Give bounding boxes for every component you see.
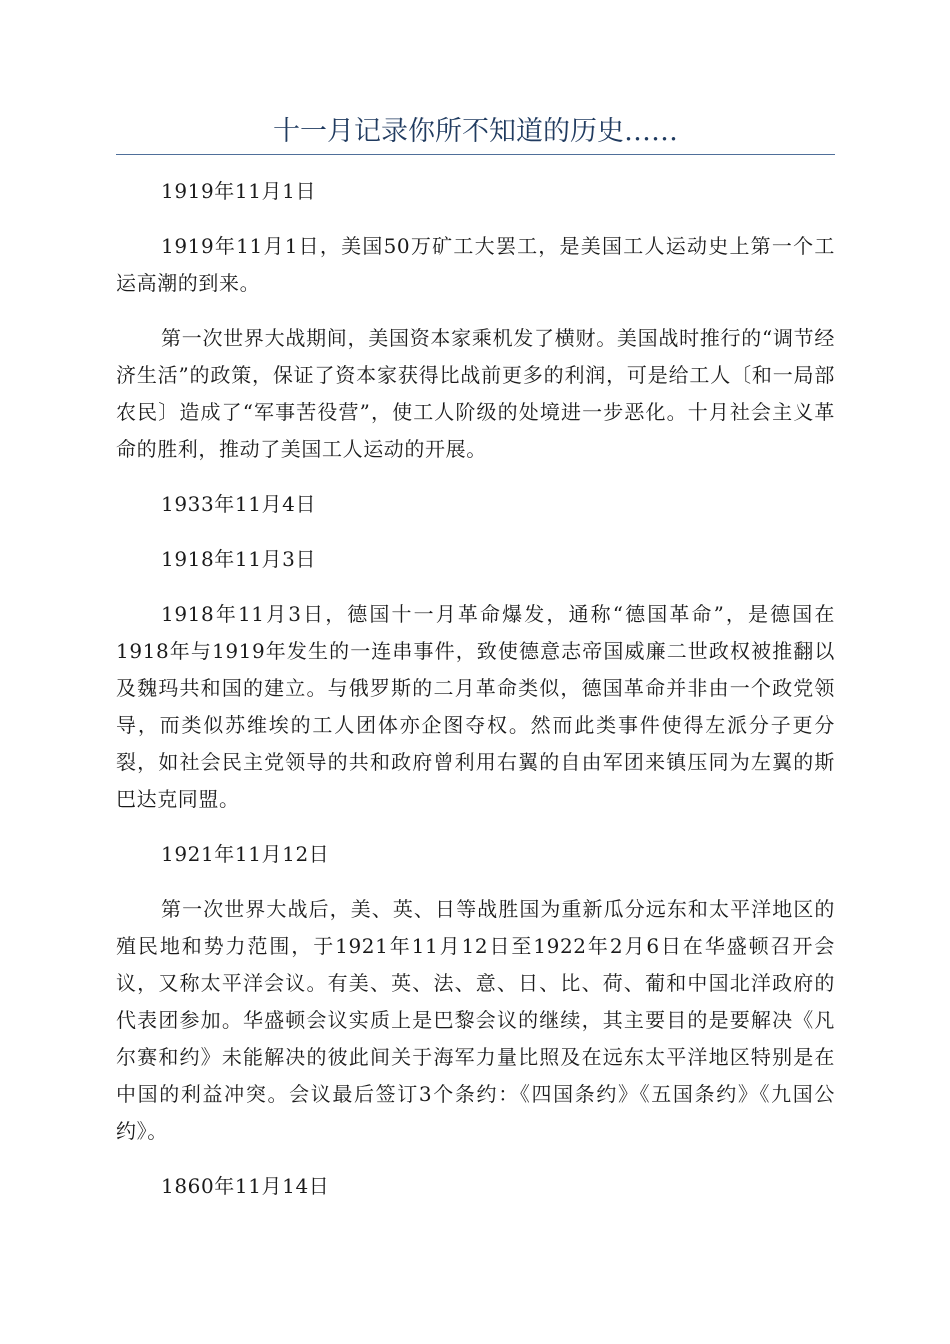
- document-title: 十一月记录你所不知道的历史……: [273, 116, 678, 147]
- title-underline: [116, 154, 835, 155]
- body-paragraph: 1919年11月1日，美国50万矿工大罢工，是美国工人运动史上第一个工运高潮的到来。: [116, 234, 835, 295]
- date-heading: 1919年11月1日: [161, 179, 317, 203]
- document-body: [116, 173, 835, 1223]
- date-heading: 1933年11月4日: [161, 492, 317, 516]
- body-paragraph: 1918年11月3日，德国十一月革命爆发，通称“德国革命”，是德国在1918年与1919年发生的一连串事件，致使德意志帝国威廉二世政权被推翻以及魏玛共和国的建立。与俄罗斯的二月革命类似，德国革命并非由一个政党领导，而类似苏维埃的工人团体亦企图夺权。然而此类事件使得左派分子更分裂，如社会民主党领导的共和政府曾利用右翼的自由军团来镇压同为左翼的斯巴达克同盟。: [116, 602, 835, 811]
- date-heading: 1860年11月14日: [161, 1174, 330, 1198]
- body-paragraph: 第一次世界大战期间，美国资本家乘机发了横财。美国战时推行的“调节经济生活”的政策，保证了资本家获得比战前更多的利润，可是给工人〔和一局部农民〕造成了“军事苦役营”，使工人阶级的处境进一步恶化。十月社会主义革命的胜利，推动了美国工人运动的开展。: [116, 326, 835, 461]
- date-heading: 1918年11月3日: [161, 547, 317, 571]
- body-paragraph: 第一次世界大战后，美、英、日等战胜国为重新瓜分远东和太平洋地区的殖民地和势力范围，于1921年11月12日至1922年2月6日在华盛顿召开会议，又称太平洋会议。有美、英、法、意、日、比、荷、葡和中国北洋政府的代表团参加。华盛顿会议实质上是巴黎会议的继续，其主要目的是要解决《凡尔赛和约》未能解决的彼此间关于海军力量比照及在远东太平洋地区特别是在中国的利益冲突。会议最后签订3个条约：《四国条约》《五国条约》《九国公约》。: [116, 897, 835, 1143]
- date-heading: 1921年11月12日: [161, 842, 330, 866]
